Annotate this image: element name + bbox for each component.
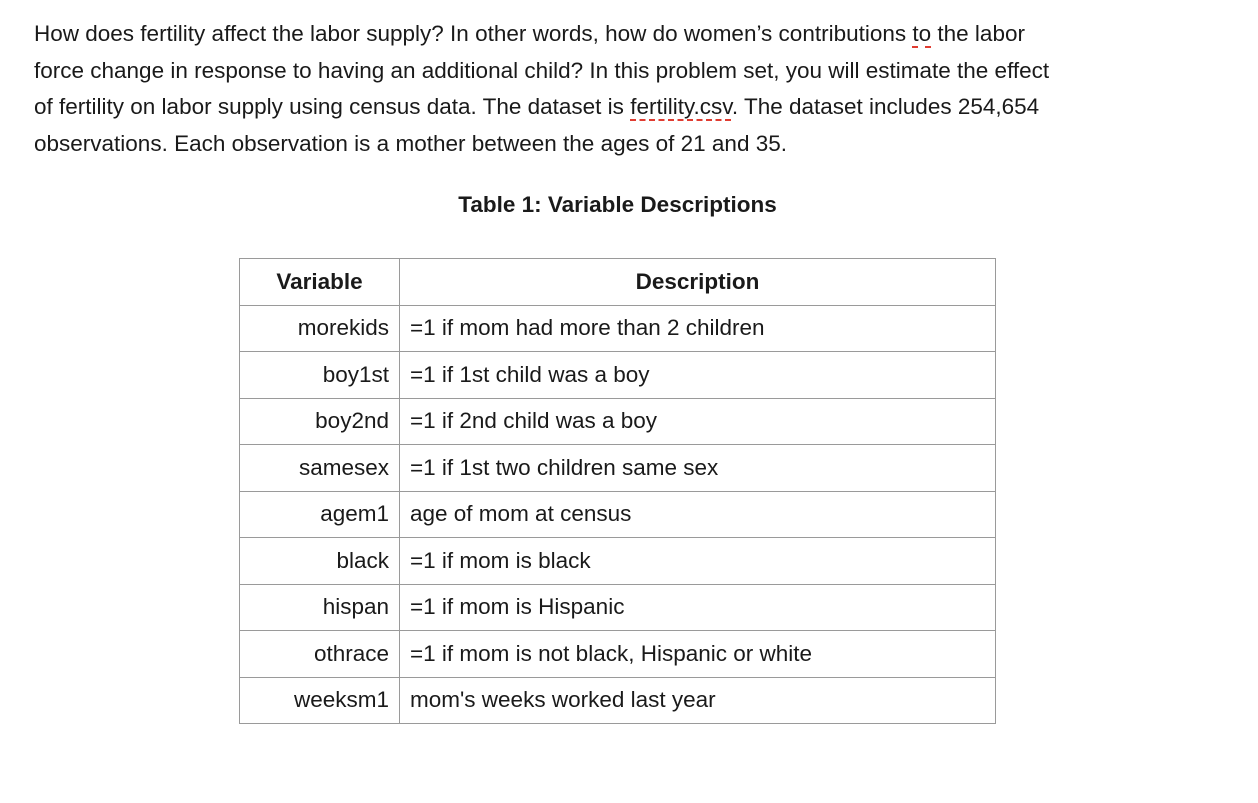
intro-line-3: [34, 89, 1234, 126]
intro-line-4: observations. Each observation is a mother between the ages of 21 and 35.: [34, 130, 787, 156]
table-row: [240, 352, 996, 399]
grammar-flagged-word[interactable]: to: [912, 21, 932, 46]
cell-variable: hispan: [240, 584, 400, 631]
cell-description: =1 if 1st child was a boy: [400, 352, 996, 399]
cell-variable: weeksm1: [240, 677, 400, 724]
table-header-row: [240, 259, 996, 306]
table-row: [240, 305, 996, 352]
cell-description: =1 if mom is black: [400, 538, 996, 585]
cell-description: age of mom at census: [400, 491, 996, 538]
cell-variable: agem1: [240, 491, 400, 538]
header-description: Description: [400, 259, 996, 306]
table-row: [240, 677, 996, 724]
intro-line-1: [34, 16, 1234, 53]
spelling-flagged-word[interactable]: fertility.csv: [630, 94, 732, 119]
cell-variable: samesex: [240, 445, 400, 492]
cell-description: =1 if mom had more than 2 children: [400, 305, 996, 352]
cell-description: =1 if mom is not black, Hispanic or white: [400, 631, 996, 678]
cell-variable: morekids: [240, 305, 400, 352]
table-row: [240, 491, 996, 538]
intro-line-2: force change in response to having an additional child? In this problem set, you will estimate the effect: [34, 57, 1050, 83]
cell-description: =1 if 1st two children same sex: [400, 445, 996, 492]
table-row: [240, 631, 996, 678]
table-caption: Table 1: Variable Descriptions: [458, 192, 777, 217]
table-row: [240, 398, 996, 445]
header-variable: Variable: [240, 259, 400, 306]
intro-text: of fertility on labor supply using census data. The dataset is: [34, 94, 631, 119]
cell-description: =1 if mom is Hispanic: [400, 584, 996, 631]
cell-variable: black: [240, 538, 400, 585]
variable-table: [239, 258, 996, 724]
cell-variable: boy2nd: [240, 398, 400, 445]
cell-description: =1 if 2nd child was a boy: [400, 398, 996, 445]
table-row: [240, 538, 996, 585]
table-row: [240, 584, 996, 631]
cell-variable: boy1st: [240, 352, 400, 399]
intro-paragraph: [34, 16, 1234, 162]
intro-text: the labor: [931, 21, 1025, 46]
intro-text: How does fertility affect the labor supply? In other words, how do women’s contributions: [34, 21, 913, 46]
cell-description: mom's weeks worked last year: [400, 677, 996, 724]
cell-variable: othrace: [240, 631, 400, 678]
table-row: [240, 445, 996, 492]
intro-text: . The dataset includes 254,654: [731, 94, 1040, 119]
